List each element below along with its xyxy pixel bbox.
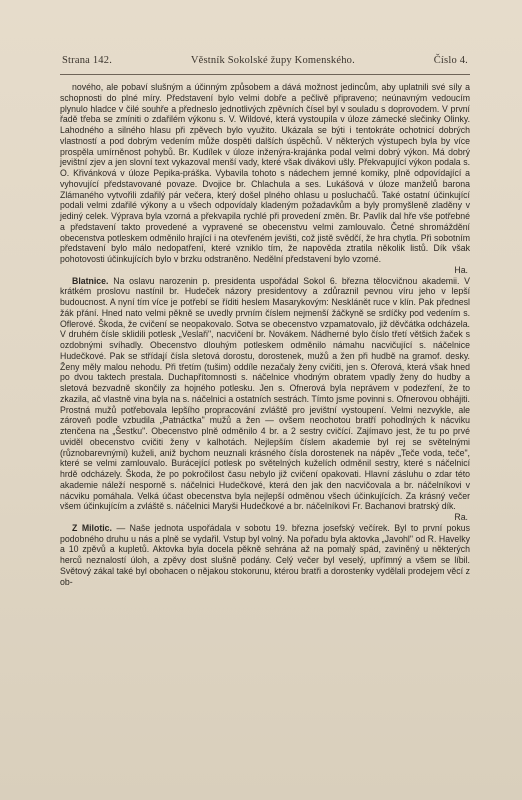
page-header	[62, 55, 468, 73]
article-paragraph	[60, 523, 470, 588]
page-number: Strana 142.	[62, 55, 113, 66]
article-signature: Ha.	[454, 264, 468, 275]
article-paragraph	[60, 82, 470, 265]
article-signature: Ra.	[454, 512, 468, 522]
header-rule	[60, 74, 470, 75]
article-text: Na oslavu narozenin p. presidenta uspořádal Sokol 6. března tělocvičnou akademii. V krátkém proslovu nastínil br. Hudeček názory presidentovy a zdůraznil pevnou víru jeho v lepší budoucnost. A nyní tím více je potřebí se říditi heslem Masarykovým: Nesklánět ruce v klín. Pak přednesl žák přání. Hned nato velmi pěkně se uvedly prvním číslem nejmenší žáčkyně se srdíčky pod vedením s. Oflerové. Škoda, že cvičení se neopakovalo. Sotva se obecenstvo vzpamatovalo, již děvčátka odcházela. V druhém čísle sklidili potlesk „Veslaři", nacvičení br. Novákem. Nádherné bylo číslo třetí většich žaček s ozdobnými svíhadly. Obecenstvo dlouhým potleskem odměnilo námahu nacvičující s. náčelnice Hudečkové. Pak se střídají čísla sletová dorostu, dorostenek, mužů a žen při hudbě na gramof. desky. Ženy měly malou nehodu. Při třetím (tušim) oddíle nezačaly ženy cvičiti, jen s. Oferová, která však hned po dvou taktech prestala. Duchapřítomnosti s. náčelnice vhodným obratem vpadly ženy do hudby a sletová bezvadně skončily za hojného potlesku. Jen s. Ofnerová byla neprávem v podezření, že to zkazila, ač vlastně vina byla na s. náčelnici a ostatních sestrách. Tímto jsme povinni s. Ofnerovou obhájiti. Prostná mužů potřebovala lepšího propracování zvláště pro jevištní vystoupení. Velmi nezvykle, ale zároveň podle vzbudila „Patnáctka" mužů a žen — ovšem neochotou bratří pohodlných k nácviku ztenčena na „Šestku". Obecenstvo plně odměnilo 4 br. a 2 sestry cvičící. Zajímavo jest, že tu po prvé uviděl obecenstvo cvičiti ženy v kalhotách. Nejlepším číslem akademie byl rej se světelnými (různobarevnými) kuželi, aniž bychom neuznali krásného čísla dorostenek na nápěv „Teče voda, teče", které se velmi zamlouvalo. Burácející potlesk po světelných kuželích odměnil sestry, které s náčelnicí hrdě odcházely. Škoda, že po pokročilost času nebylo již cvičení opakovati. Hlavní zásluhu o zdar této akademie náleží nesporně s. náčelnici Hudečkové, která den jak den nacvičovala a br. náčelníkovi v nácviku pomáhala. Velká účast obecenstva byla nejlepší odměnou všech účinkujících. Za krásný večer všem účinkujícím a zvláště s. náčelnici Maryši Hudečkové a br. náčelníkovi Fr. Bachanovi bratrský dík.	[60, 275, 470, 512]
article-heading: Blatnice.	[72, 275, 109, 286]
article-text: — Naše jednota uspořádala v sobotu 19. března josefský večírek. Byl to první pokus podobného druhu u nás a plně se vydařil. Vstup byl volný. Na pořadu byla aktovka „Javohl" od R. Havelky a 10 zpěvů a kupletů. Aktovka byla docela pěkně sehrána až na pomalý spád, zaviněný u některých herců neznalostí úloh, a zpěvy dost slušně podány. Celý večer byl veselý, upřímný a všem se líbil. Světový zákal také byl obohacen o nějakou stokorunu, ktérou bratři a dorostenky vydělali prodejem věcí z ob-	[60, 522, 470, 587]
article-heading: Z Milotic.	[72, 522, 112, 533]
article-paragraph	[60, 276, 470, 513]
article-text: nového, ale pobaví slušným a účinným způsobem a dává možnost jedincům, aby uplatnili své síly a schopnosti do plné míry. Představení bylo velmi dobře a pečlivě připraveno; neúnavným vedoucím plynulo hladce v čilé souhře a předneslo jednotlivých zpěvních čísel byl v souladu s doprovodem. V první řadě třeba se zmíniti o zdařilém výkonu s. V. Wildové, která vystoupila v úloze zámecké slečinky Olinky. Lahodného a silného hlasu při zpěvech bylo využito. Ukázala se býti i tentokráte ochotnicí dobrých vlastností a pod dobrým vedením může dospěti dalších úspěchů. V některých výstupech byla by více prospěla umírněnost pohybů. Br. Kudílek v úloze inženýra-krajánka podal velmi dobrý výkon. Má dobrý jevištní zjev a jen slovní text vykazoval menší vady, které však divákovi ušly. Překvapující výkon podala s. O. Křivánková v úloze Pepika-práška. Vybavila tohoto s nádechem jemné komiky, plně odpovídající a vyhovující představované povaze. Dvojice br. Chlachula a ses. Lukášová v úloze manželů barona Zlámaného vytvořili zdařilý pár večera, který došel plného ohlasu u posluchačů. Také ostatní účinkující podali velmi zdařilé výkony a u všech odpovídaly kladeným požadavkům a byly promyšleně zladěny v jediný celek. Výprava byla vzorná a překvapila rychlé při provedení změn. Br. Pavlík dal hře vše potřebné a představení takto provedené a vypravené se obecenstvu velmi zamlouvalo. Četné shromáždění obecenstva potleskem odměnilo hrající i na otevřeném jevišti, což jistě svědčí, že hra chytla. Při sobotním představení bylo málo nedopatření, které vzniklo tím, že napověda ztratila několik listů. Dík však pohotovosti účinkujících bylo v brzku odstraněno. Nedělní představení bylo vzorné.	[60, 82, 470, 264]
journal-title: Věstník Sokolské župy Komenského.	[190, 55, 355, 66]
article-body	[60, 82, 470, 587]
issue-number: Číslo 4.	[433, 55, 468, 66]
